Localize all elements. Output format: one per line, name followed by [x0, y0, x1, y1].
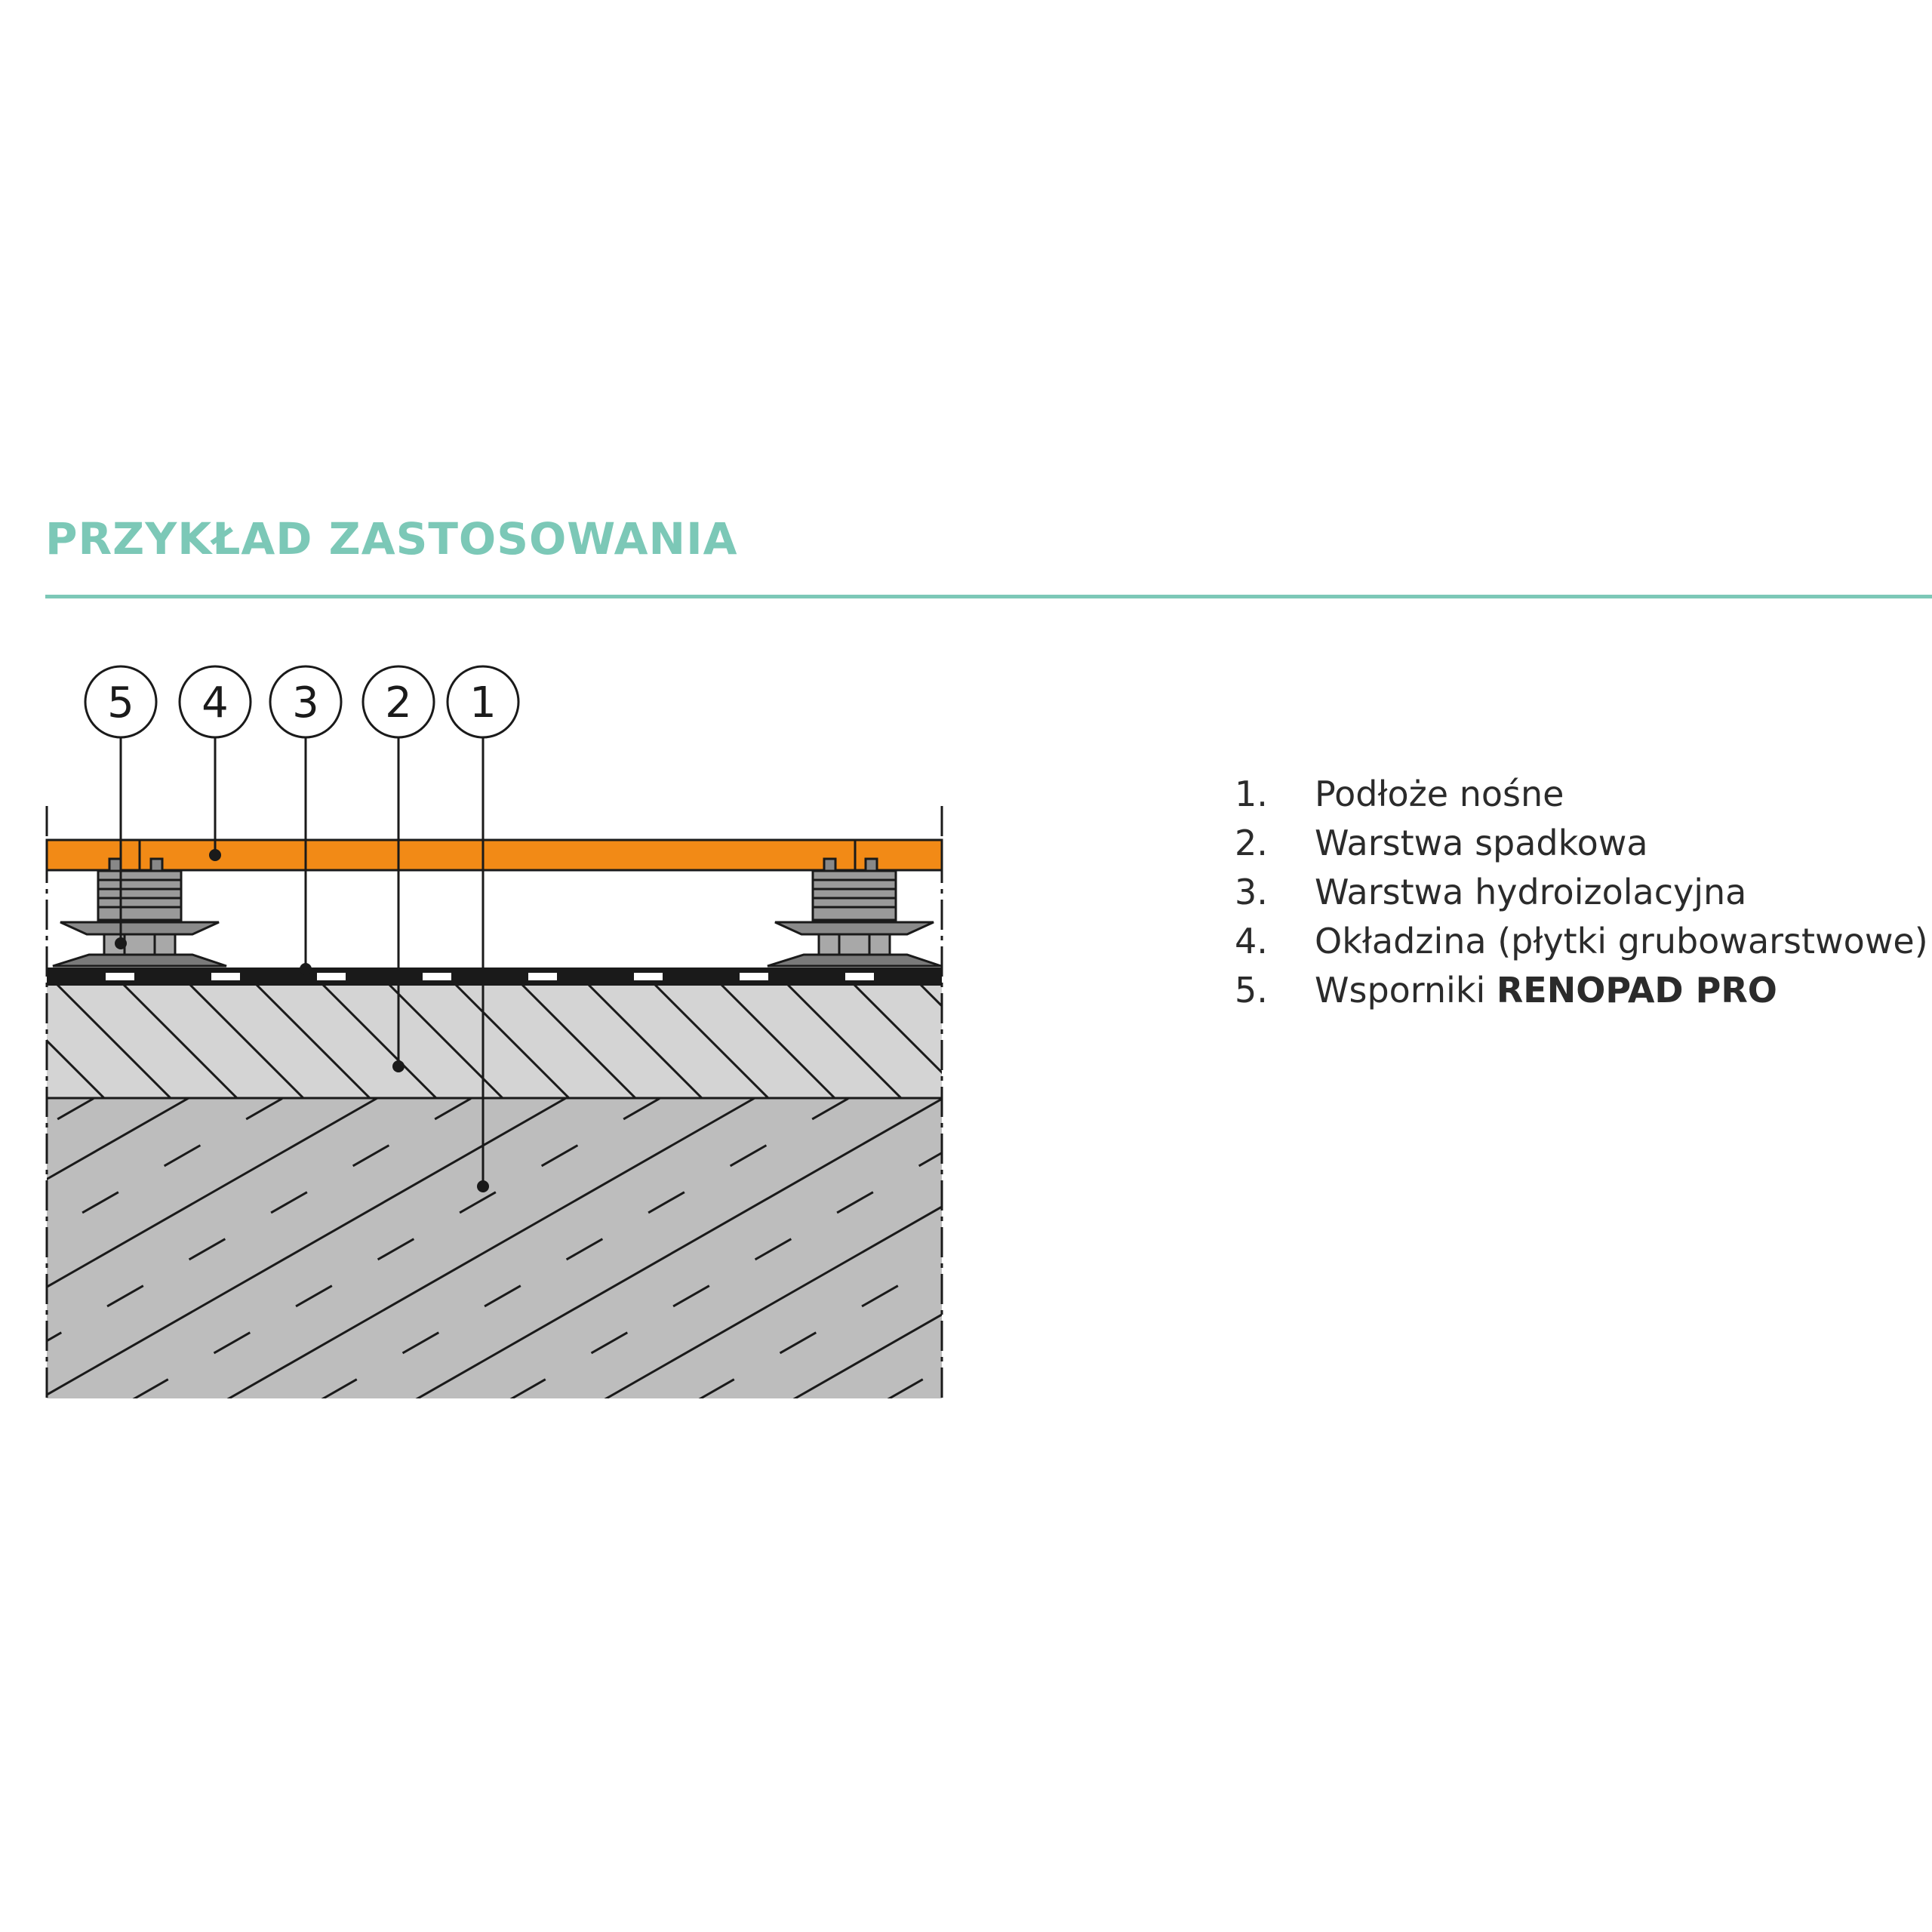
marker-label-3: 3: [292, 678, 319, 728]
pedestal-support-left: [53, 859, 226, 966]
legend-item: [1235, 770, 1928, 819]
legend-item: [1235, 966, 1928, 1015]
pedestal-support-right: [768, 859, 941, 966]
legend-text: Wsporniki: [1315, 970, 1497, 1011]
legend-number: 4.: [1235, 921, 1268, 961]
page-title: PRZYKŁAD ZASTOSOWANIA: [45, 513, 738, 565]
legend-bold-text: RENOPAD PRO: [1496, 970, 1777, 1011]
title-divider: [45, 595, 1932, 598]
marker-label-4: 4: [202, 678, 229, 728]
legend-text: Okładzina (płytki grubowarstwowe): [1315, 921, 1928, 961]
legend-text: Podłoże nośne: [1315, 774, 1564, 814]
waterproofing-membrane: [47, 968, 942, 986]
legend-item: [1235, 819, 1928, 868]
legend-text: Warstwa hydroizolacyjna: [1315, 872, 1747, 912]
legend: [1235, 770, 1928, 1015]
legend-number: 1.: [1235, 774, 1268, 814]
section-diagram: [0, 649, 981, 1419]
legend-item: [1235, 868, 1928, 917]
marker-label-1: 1: [469, 678, 497, 728]
cladding-tile: [47, 840, 942, 870]
marker-label-2: 2: [385, 678, 412, 728]
legend-number: 5.: [1235, 970, 1268, 1011]
legend-text: Warstwa spadkowa: [1315, 823, 1648, 863]
legend-item: [1235, 917, 1928, 966]
legend-number: 2.: [1235, 823, 1268, 863]
legend-number: 3.: [1235, 872, 1268, 912]
marker-label-5: 5: [107, 678, 134, 728]
